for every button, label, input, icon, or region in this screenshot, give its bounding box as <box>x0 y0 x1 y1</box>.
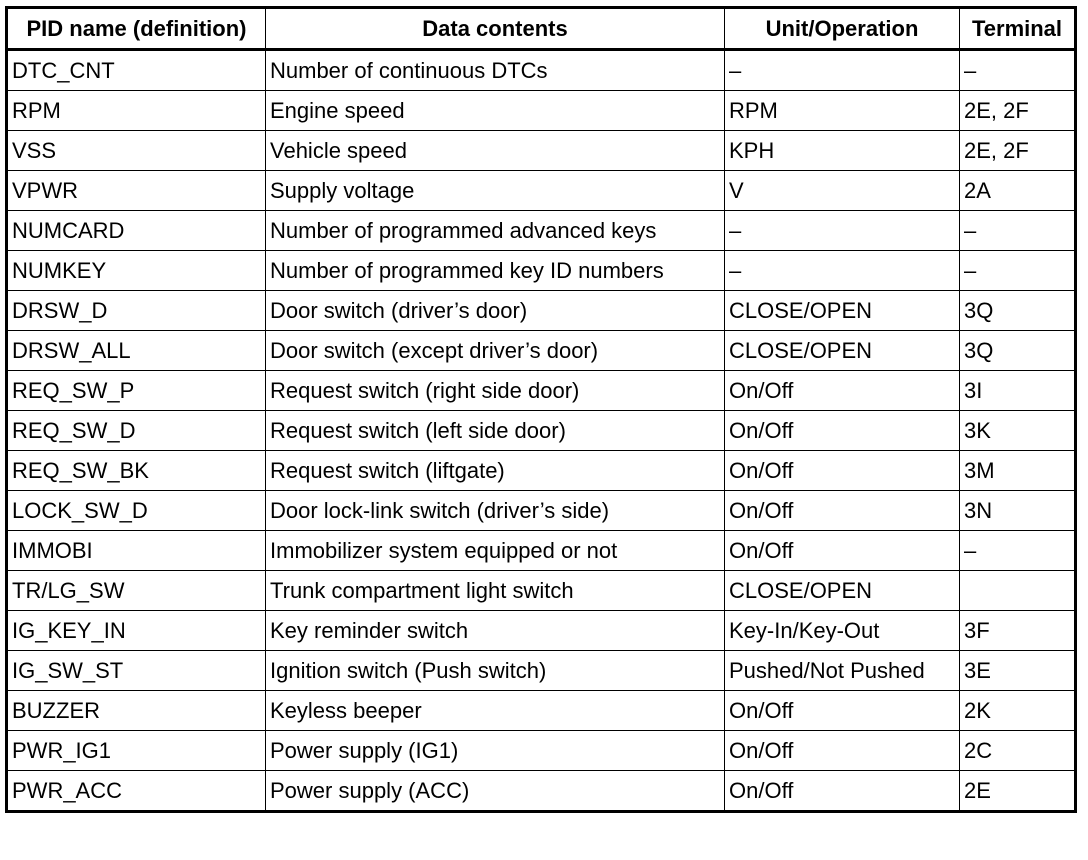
pid-name-cell: NUMKEY <box>7 251 266 291</box>
pid-name-cell: DTC_CNT <box>7 50 266 91</box>
data-contents-cell: Number of continuous DTCs <box>266 50 725 91</box>
table-row <box>7 211 1076 251</box>
pid-name-cell: VSS <box>7 131 266 171</box>
unit-operation-cell: On/Off <box>725 531 960 571</box>
data-contents-cell: Door switch (except driver’s door) <box>266 331 725 371</box>
unit-operation-cell: On/Off <box>725 771 960 812</box>
terminal-cell: 2E <box>960 771 1076 812</box>
pid-name-cell: PWR_ACC <box>7 771 266 812</box>
terminal-cell: 3F <box>960 611 1076 651</box>
data-contents-cell: Door switch (driver’s door) <box>266 291 725 331</box>
pid-name-cell: PWR_IG1 <box>7 731 266 771</box>
data-contents-cell: Engine speed <box>266 91 725 131</box>
data-contents-cell: Number of programmed advanced keys <box>266 211 725 251</box>
terminal-cell: 3E <box>960 651 1076 691</box>
terminal-cell: 2E, 2F <box>960 131 1076 171</box>
header-unit-operation: Unit/Operation <box>725 8 960 50</box>
unit-operation-cell: – <box>725 211 960 251</box>
table-row <box>7 411 1076 451</box>
unit-operation-cell: KPH <box>725 131 960 171</box>
terminal-cell: – <box>960 251 1076 291</box>
pid-name-cell: IG_KEY_IN <box>7 611 266 651</box>
table-row <box>7 611 1076 651</box>
data-contents-cell: Request switch (left side door) <box>266 411 725 451</box>
terminal-cell: 3I <box>960 371 1076 411</box>
data-contents-cell: Power supply (ACC) <box>266 771 725 812</box>
table-row <box>7 251 1076 291</box>
terminal-cell: – <box>960 50 1076 91</box>
table-row <box>7 531 1076 571</box>
terminal-cell: 2C <box>960 731 1076 771</box>
terminal-cell: 3Q <box>960 291 1076 331</box>
terminal-cell: 3M <box>960 451 1076 491</box>
table-row <box>7 291 1076 331</box>
pid-table <box>5 6 1077 813</box>
pid-name-cell: REQ_SW_P <box>7 371 266 411</box>
unit-operation-cell: On/Off <box>725 491 960 531</box>
data-contents-cell: Door lock-link switch (driver’s side) <box>266 491 725 531</box>
terminal-cell: 2E, 2F <box>960 91 1076 131</box>
unit-operation-cell: CLOSE/OPEN <box>725 571 960 611</box>
pid-name-cell: NUMCARD <box>7 211 266 251</box>
pid-name-cell: BUZZER <box>7 691 266 731</box>
pid-name-cell: IG_SW_ST <box>7 651 266 691</box>
data-contents-cell: Trunk compartment light switch <box>266 571 725 611</box>
pid-name-cell: REQ_SW_BK <box>7 451 266 491</box>
terminal-cell: 3N <box>960 491 1076 531</box>
unit-operation-cell: Pushed/Not Pushed <box>725 651 960 691</box>
terminal-cell: 2A <box>960 171 1076 211</box>
pid-name-cell: IMMOBI <box>7 531 266 571</box>
header-data-contents: Data contents <box>266 8 725 50</box>
pid-name-cell: LOCK_SW_D <box>7 491 266 531</box>
unit-operation-cell: On/Off <box>725 371 960 411</box>
table-row <box>7 451 1076 491</box>
unit-operation-cell: On/Off <box>725 691 960 731</box>
pid-name-cell: RPM <box>7 91 266 131</box>
table-row <box>7 131 1076 171</box>
table-row <box>7 571 1076 611</box>
pid-name-cell: REQ_SW_D <box>7 411 266 451</box>
data-contents-cell: Vehicle speed <box>266 131 725 171</box>
unit-operation-cell: On/Off <box>725 451 960 491</box>
pid-name-cell: VPWR <box>7 171 266 211</box>
unit-operation-cell: CLOSE/OPEN <box>725 331 960 371</box>
table-row <box>7 651 1076 691</box>
terminal-cell: – <box>960 531 1076 571</box>
table-row <box>7 491 1076 531</box>
table-row <box>7 731 1076 771</box>
data-contents-cell: Keyless beeper <box>266 691 725 731</box>
table-row <box>7 771 1076 812</box>
terminal-cell: 2K <box>960 691 1076 731</box>
table-header <box>7 8 1076 50</box>
unit-operation-cell: RPM <box>725 91 960 131</box>
table-row <box>7 171 1076 211</box>
terminal-cell: – <box>960 211 1076 251</box>
unit-operation-cell: On/Off <box>725 731 960 771</box>
unit-operation-cell: V <box>725 171 960 211</box>
table-row <box>7 691 1076 731</box>
data-contents-cell: Request switch (right side door) <box>266 371 725 411</box>
table-row <box>7 371 1076 411</box>
terminal-cell: 3Q <box>960 331 1076 371</box>
data-contents-cell: Power supply (IG1) <box>266 731 725 771</box>
data-contents-cell: Key reminder switch <box>266 611 725 651</box>
data-contents-cell: Number of programmed key ID numbers <box>266 251 725 291</box>
table-row <box>7 331 1076 371</box>
table-row <box>7 91 1076 131</box>
data-contents-cell: Ignition switch (Push switch) <box>266 651 725 691</box>
terminal-cell <box>960 571 1076 611</box>
pid-name-cell: DRSW_D <box>7 291 266 331</box>
unit-operation-cell: – <box>725 251 960 291</box>
unit-operation-cell: CLOSE/OPEN <box>725 291 960 331</box>
pid-name-cell: TR/LG_SW <box>7 571 266 611</box>
data-contents-cell: Immobilizer system equipped or not <box>266 531 725 571</box>
terminal-cell: 3K <box>960 411 1076 451</box>
pid-name-cell: DRSW_ALL <box>7 331 266 371</box>
header-pid-name: PID name (definition) <box>7 8 266 50</box>
header-row <box>7 8 1076 50</box>
header-terminal: Terminal <box>960 8 1076 50</box>
table-row <box>7 50 1076 91</box>
data-contents-cell: Supply voltage <box>266 171 725 211</box>
unit-operation-cell: – <box>725 50 960 91</box>
table-body <box>7 50 1076 812</box>
data-contents-cell: Request switch (liftgate) <box>266 451 725 491</box>
unit-operation-cell: Key-In/Key-Out <box>725 611 960 651</box>
unit-operation-cell: On/Off <box>725 411 960 451</box>
